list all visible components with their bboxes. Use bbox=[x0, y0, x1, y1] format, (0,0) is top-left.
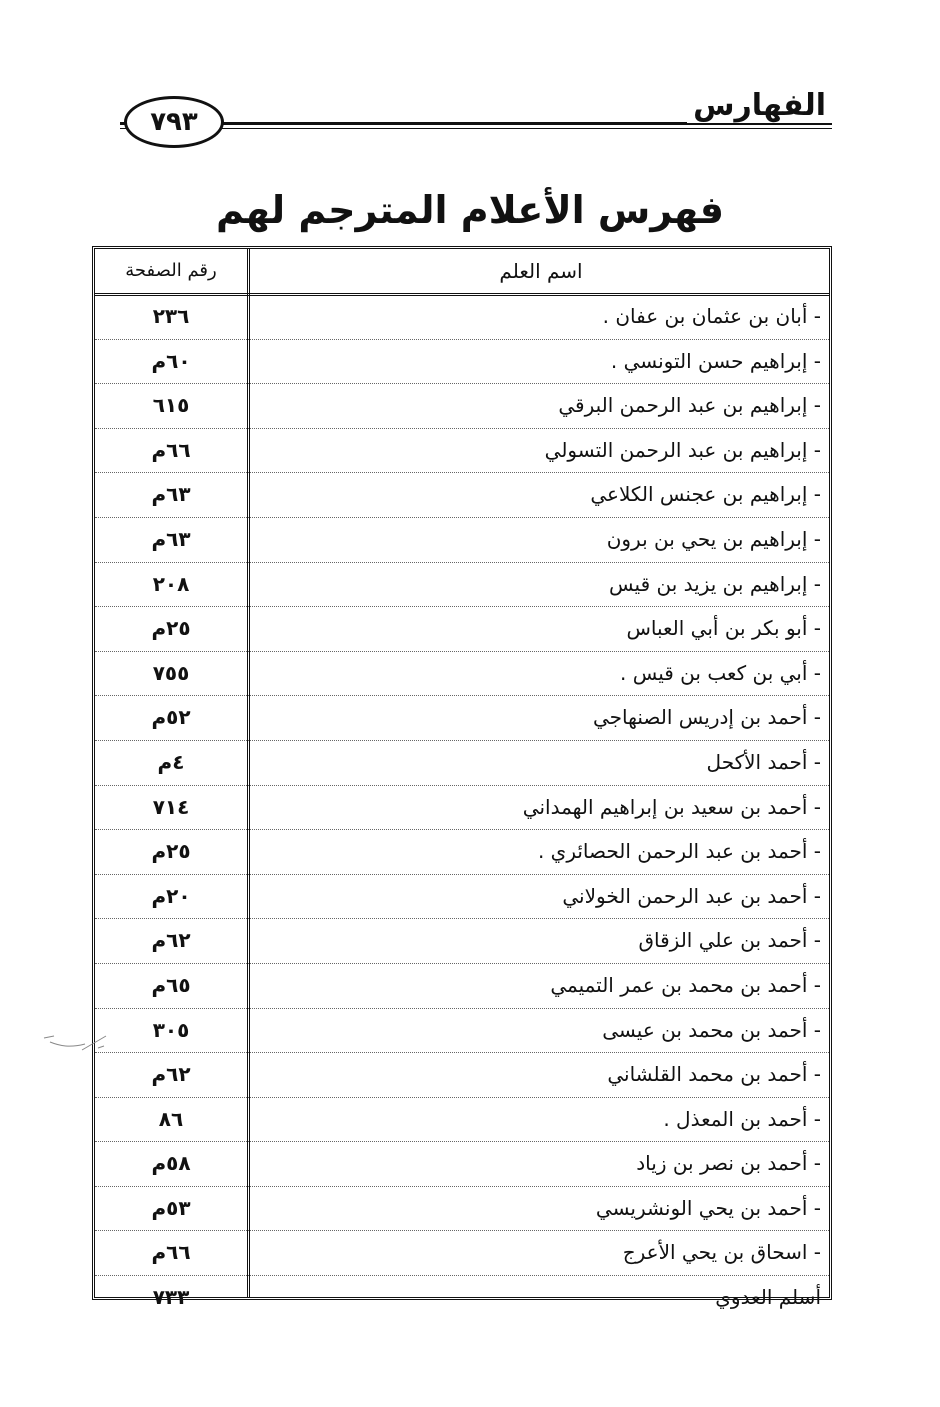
entry-name: - أحمد بن علي الزقاق bbox=[638, 928, 821, 953]
table-row bbox=[95, 384, 829, 429]
entry-name: - إبراهيم حسن التونسي . bbox=[610, 348, 821, 373]
entry-name: - أبي بن كعب بن قيس . bbox=[620, 660, 821, 685]
entry-name: - اسحاق بن يحي الأعرج bbox=[622, 1240, 821, 1265]
table-row bbox=[95, 473, 829, 518]
entry-page: ٢٣٦ bbox=[152, 304, 190, 328]
table-row bbox=[95, 1276, 829, 1320]
table-row bbox=[95, 1098, 829, 1143]
entry-page: ٨٦ bbox=[158, 1106, 184, 1131]
entry-name: - إبراهيم بن عبد الرحمن التسولي bbox=[544, 437, 821, 462]
entry-name: - أحمد بن عبد الرحمن الحصائري . bbox=[537, 839, 821, 864]
entry-name: - أبو بكر بن أبي العباس bbox=[626, 616, 821, 641]
table-row bbox=[95, 295, 829, 340]
table-row bbox=[95, 1053, 829, 1098]
entry-page: ٦٦م bbox=[151, 437, 191, 462]
entry-page: ٦٥م bbox=[151, 972, 191, 997]
table-row bbox=[95, 429, 829, 474]
running-head: الفهارس bbox=[687, 88, 832, 123]
entry-page: ٧٥٥ bbox=[152, 660, 190, 685]
entry-page: ٢٥م bbox=[151, 839, 191, 864]
entry-name: - أحمد بن نصر بن زياد bbox=[636, 1151, 821, 1176]
entry-page: ٦٢م bbox=[151, 1062, 191, 1087]
table-row bbox=[95, 1142, 829, 1187]
entry-name: - أحمد بن عبد الرحمن الخولاني bbox=[562, 883, 821, 908]
header-name: اسم العلم bbox=[499, 259, 583, 283]
table-row bbox=[95, 607, 829, 652]
entry-page: ٧١٤ bbox=[152, 794, 190, 819]
entry-name: - أحمد بن محمد القلشاني bbox=[607, 1062, 821, 1087]
entry-name: - إبراهيم بن يحي بن برون bbox=[606, 526, 821, 551]
table-row bbox=[95, 518, 829, 563]
entry-name: - أحمد بن يحي الونشريسي bbox=[595, 1195, 821, 1220]
pencil-mark bbox=[40, 1028, 110, 1058]
page-title: فهرس الأعلام المترجم لهم bbox=[216, 188, 724, 232]
table-row bbox=[95, 786, 829, 831]
table-row bbox=[95, 652, 829, 697]
entry-name: - إبراهيم بن عبد الرحمن البرقي bbox=[558, 393, 821, 418]
entry-name: - أحمد بن سعيد بن إبراهيم الهمداني bbox=[522, 794, 821, 819]
table-row bbox=[95, 1187, 829, 1232]
entry-page: ٦٠م bbox=[151, 348, 191, 373]
entry-page: ٥٣م bbox=[151, 1195, 191, 1220]
entry-name: - إبراهيم بن يزيد بن قيس bbox=[609, 571, 821, 596]
entry-name: - إبراهيم بن عجنس الكلاعي bbox=[590, 482, 821, 507]
entry-page: ٢٥م bbox=[151, 616, 191, 641]
entry-name: أسلم العدوي bbox=[715, 1285, 821, 1310]
entry-page: ٥٢م bbox=[151, 705, 191, 730]
entry-page: ٦٢م bbox=[151, 928, 191, 953]
entry-page: ٦٦م bbox=[151, 1240, 191, 1265]
table-row bbox=[95, 830, 829, 875]
header-page: رقم الصفحة bbox=[125, 260, 217, 281]
table-row bbox=[95, 919, 829, 964]
entry-page: ٤م bbox=[157, 749, 185, 774]
entry-name: - أحمد بن محمد بن عمر التميمي bbox=[550, 972, 821, 997]
entry-name: - أحمد بن المعذل . bbox=[663, 1106, 821, 1131]
entry-page: ٢٠٨ bbox=[152, 571, 190, 596]
entry-page: ٣٠٥ bbox=[152, 1017, 190, 1042]
table-row bbox=[95, 1231, 829, 1276]
entry-page: ٦١٥ bbox=[152, 393, 190, 418]
table-row bbox=[95, 1009, 829, 1054]
index-table bbox=[92, 246, 832, 1310]
entry-page: ٢٠م bbox=[151, 883, 191, 908]
table-header bbox=[95, 249, 829, 296]
table-row bbox=[95, 696, 829, 741]
entry-page: ٦٣م bbox=[151, 526, 191, 551]
entry-page: ٦٣م bbox=[151, 482, 191, 507]
entry-name: - أبان بن عثمان بن عفان . bbox=[602, 304, 821, 328]
entry-name: - أحمد الأكحل bbox=[706, 749, 821, 774]
page-number: ٧٩٣ bbox=[124, 96, 224, 148]
entry-page: ٧٣٣ bbox=[152, 1285, 190, 1310]
table-row bbox=[95, 741, 829, 786]
entry-name: - أحمد بن محمد بن عيسى bbox=[602, 1017, 821, 1042]
entry-page: ٥٨م bbox=[151, 1151, 191, 1176]
header-rule-thin bbox=[120, 128, 832, 129]
table-row bbox=[95, 340, 829, 385]
table-row bbox=[95, 964, 829, 1009]
entry-name: - أحمد بن إدريس الصنهاجي bbox=[593, 705, 821, 730]
table-row bbox=[95, 563, 829, 608]
table-row bbox=[95, 875, 829, 920]
table-body bbox=[95, 295, 829, 1320]
